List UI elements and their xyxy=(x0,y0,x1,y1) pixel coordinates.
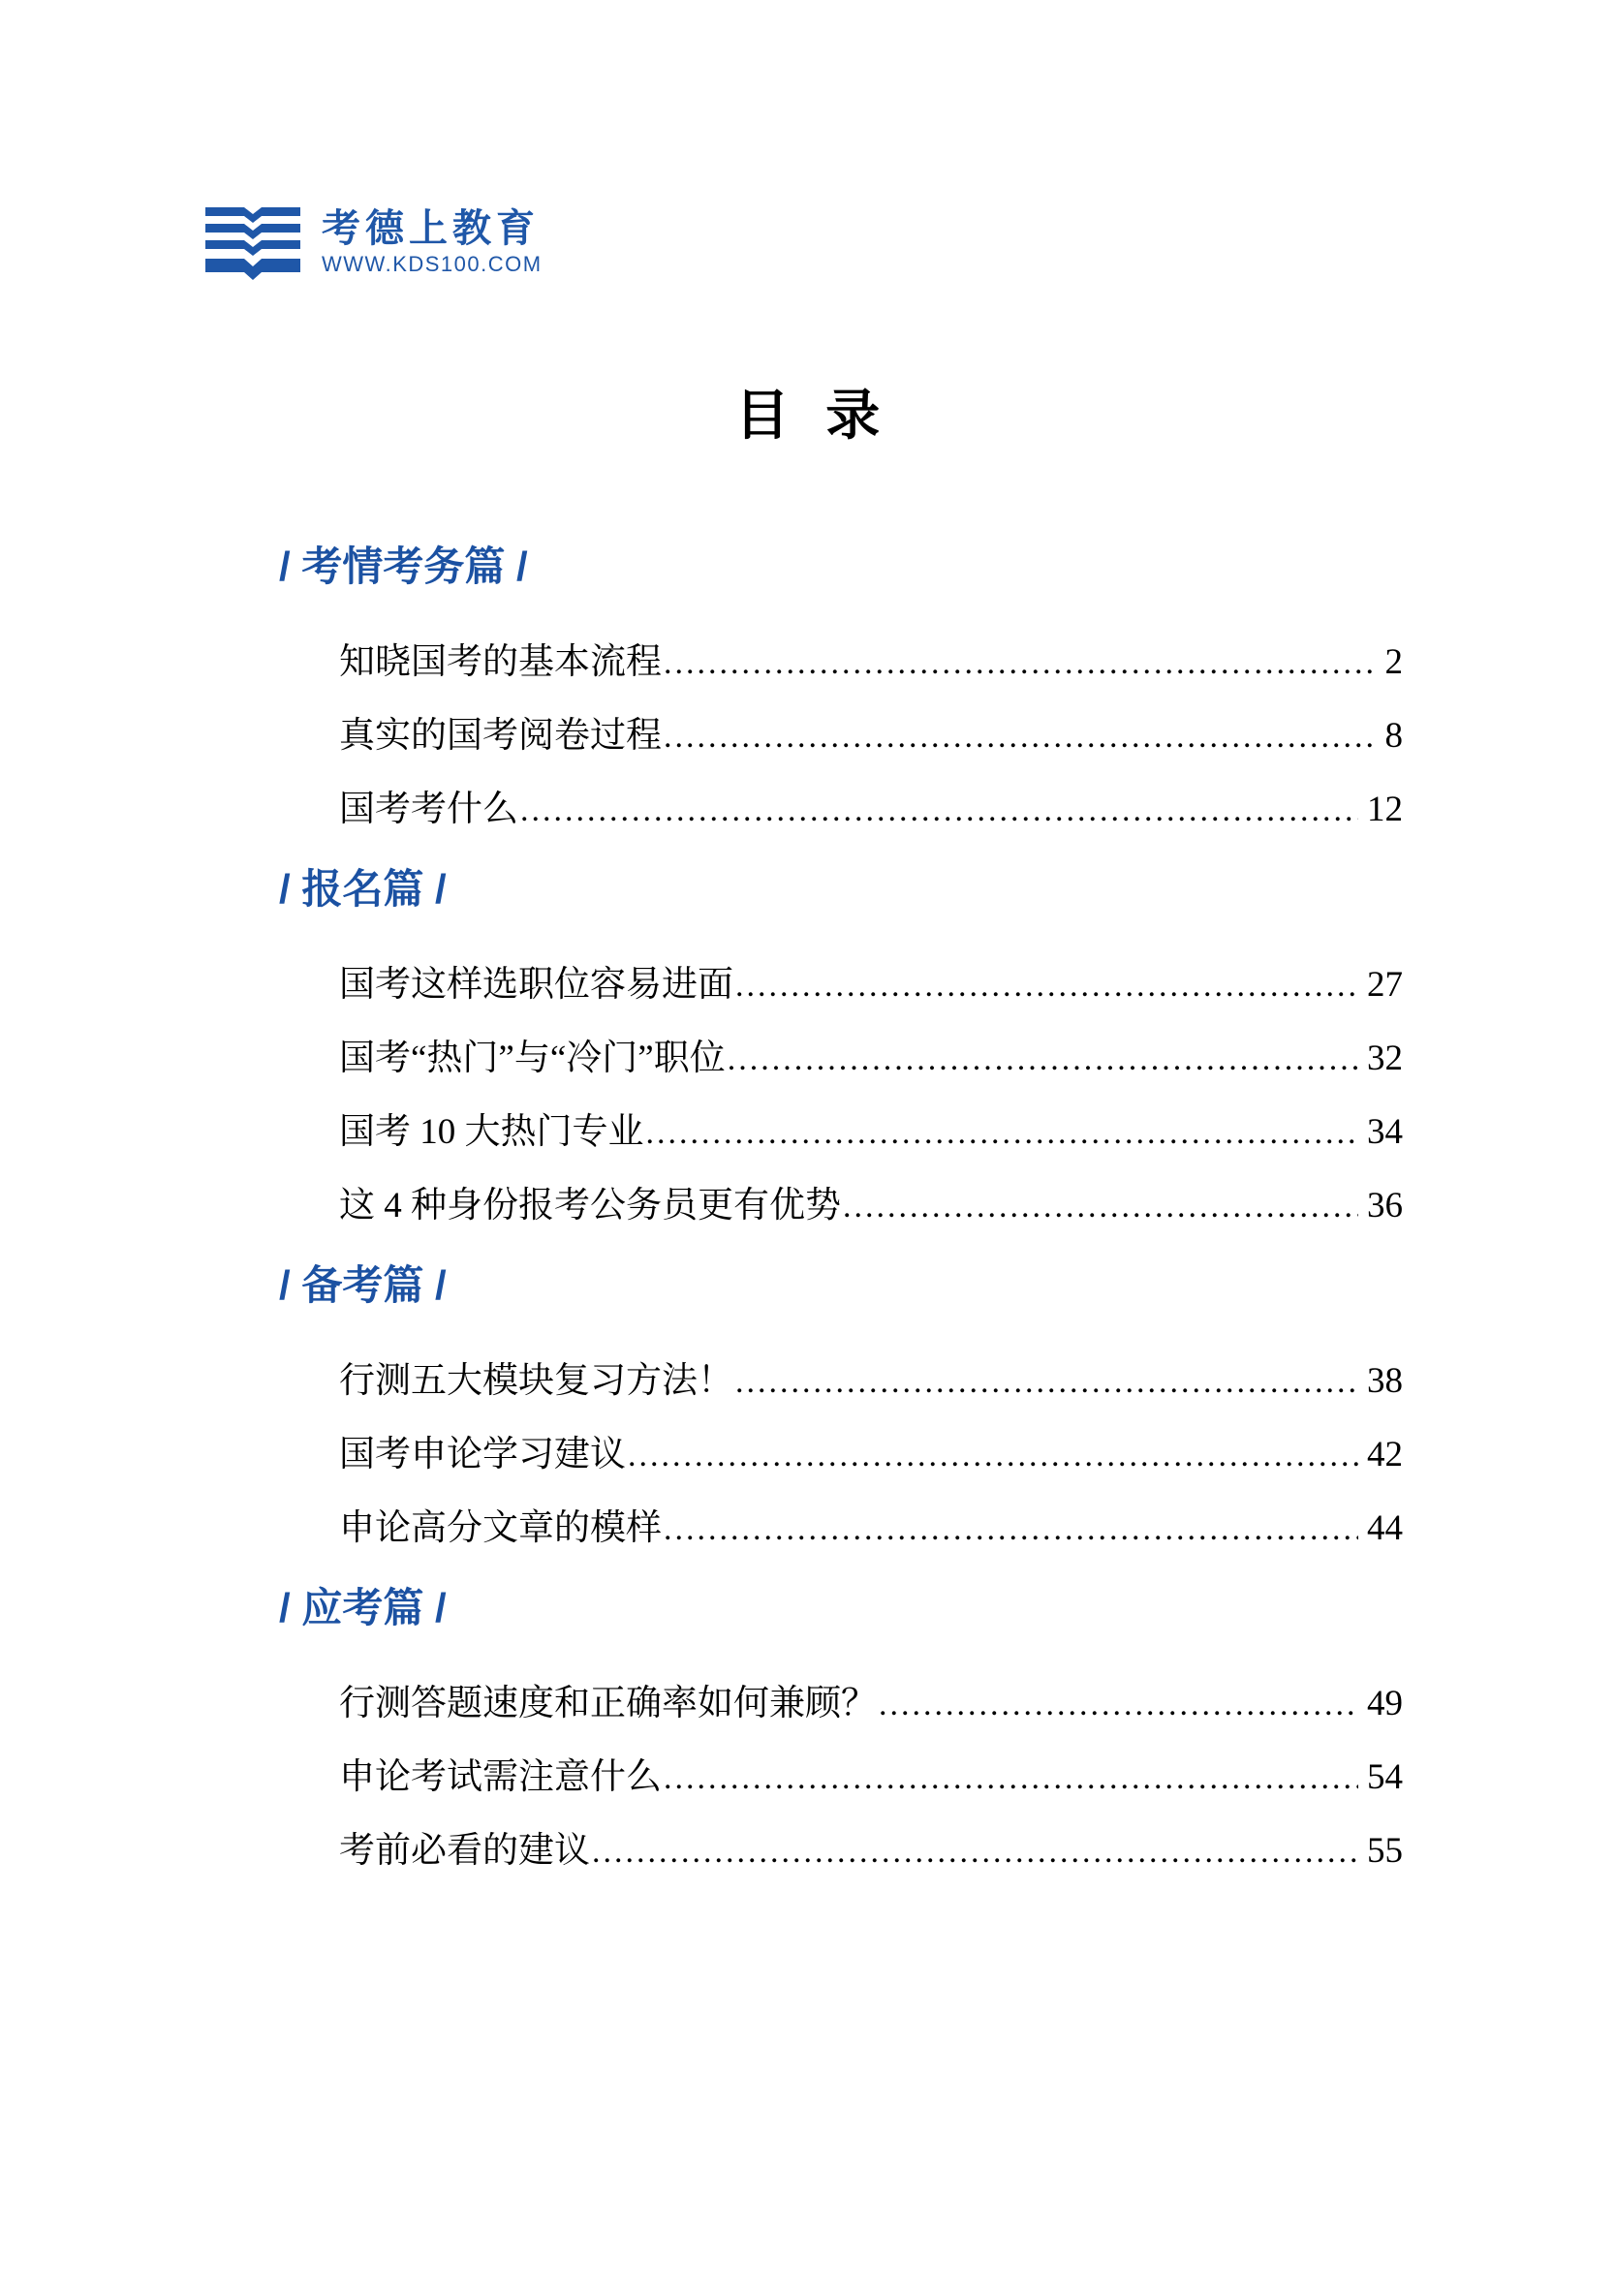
dot-leader xyxy=(879,1686,1358,1723)
entry-title: 申论考试需注意什么 xyxy=(339,1757,662,1797)
toc-entry xyxy=(339,1510,1403,1548)
entry-page-number: 34 xyxy=(1367,1112,1403,1152)
entry-title: 国考 10 大热门专业 xyxy=(339,1112,644,1152)
section-header: / 备考篇 / xyxy=(279,1262,447,1308)
logo-website: WWW.KDS100.COM xyxy=(322,252,543,276)
toc-entry xyxy=(339,967,1403,1005)
logo-name: 考德上教育 xyxy=(322,207,540,250)
entry-title: 行测答题速度和正确率如何兼顾？ xyxy=(339,1684,877,1723)
dot-leader xyxy=(664,1759,1358,1797)
dot-leader xyxy=(520,791,1358,829)
dot-leader xyxy=(735,1363,1358,1401)
toc-entry xyxy=(339,1759,1403,1797)
logo-text xyxy=(322,207,543,277)
toc-section xyxy=(279,1584,1403,1871)
entry-list xyxy=(279,1686,1403,1871)
toc xyxy=(279,543,1403,1907)
entry-page-number: 8 xyxy=(1384,716,1403,756)
section-header: / 考情考务篇 / xyxy=(279,543,528,589)
toc-entry xyxy=(339,791,1403,829)
section-header: / 报名篇 / xyxy=(279,866,447,912)
entry-list xyxy=(279,1363,1403,1548)
dot-leader xyxy=(843,1188,1358,1226)
entry-page-number: 42 xyxy=(1367,1435,1403,1474)
entry-page-number: 54 xyxy=(1367,1757,1403,1797)
entry-list xyxy=(279,967,1403,1226)
dot-leader xyxy=(735,967,1358,1005)
entry-page-number: 36 xyxy=(1367,1186,1403,1226)
page-title: 目 录 xyxy=(734,385,881,446)
dot-leader xyxy=(728,1040,1358,1078)
toc-entry xyxy=(339,1363,1403,1401)
entry-page-number: 55 xyxy=(1367,1831,1403,1871)
entry-page-number: 49 xyxy=(1367,1684,1403,1723)
toc-section xyxy=(279,543,1403,829)
toc-entry xyxy=(339,718,1403,756)
entry-title: 申论高分文章的模样 xyxy=(339,1508,662,1548)
dot-leader xyxy=(646,1114,1359,1152)
entry-page-number: 44 xyxy=(1367,1508,1403,1548)
entry-page-number: 27 xyxy=(1367,965,1403,1005)
entry-title: 行测五大模块复习方法！ xyxy=(339,1361,733,1401)
entry-list xyxy=(279,644,1403,829)
dot-leader xyxy=(664,644,1377,682)
entry-title: 考前必看的建议 xyxy=(339,1831,590,1871)
toc-entry xyxy=(339,1437,1403,1474)
toc-section xyxy=(279,1261,1403,1548)
entry-title: 国考“热门”与“冷门”职位 xyxy=(339,1039,726,1078)
entry-page-number: 2 xyxy=(1384,642,1403,682)
dot-leader xyxy=(592,1833,1358,1871)
toc-entry xyxy=(339,1114,1403,1152)
entry-title: 这 4 种身份报考公务员更有优势 xyxy=(339,1186,841,1226)
entry-title: 国考申论学习建议 xyxy=(339,1435,626,1474)
toc-entry xyxy=(339,1040,1403,1078)
toc-entry xyxy=(339,1188,1403,1226)
toc-section xyxy=(279,865,1403,1226)
toc-entry xyxy=(339,1686,1403,1723)
toc-entry xyxy=(339,1833,1403,1871)
entry-title: 真实的国考阅卷过程 xyxy=(339,716,662,756)
entry-title: 国考这样选职位容易进面 xyxy=(339,965,733,1005)
dot-leader xyxy=(628,1437,1358,1474)
entry-page-number: 12 xyxy=(1367,790,1403,829)
dot-leader xyxy=(664,718,1377,756)
open-book-icon xyxy=(205,207,300,283)
entry-page-number: 38 xyxy=(1367,1361,1403,1401)
section-header: / 应考篇 / xyxy=(279,1585,447,1630)
entry-page-number: 32 xyxy=(1367,1039,1403,1078)
toc-entry xyxy=(339,644,1403,682)
logo xyxy=(205,207,543,283)
entry-title: 知晓国考的基本流程 xyxy=(339,642,662,682)
entry-title: 国考考什么 xyxy=(339,790,518,829)
dot-leader xyxy=(664,1510,1358,1548)
